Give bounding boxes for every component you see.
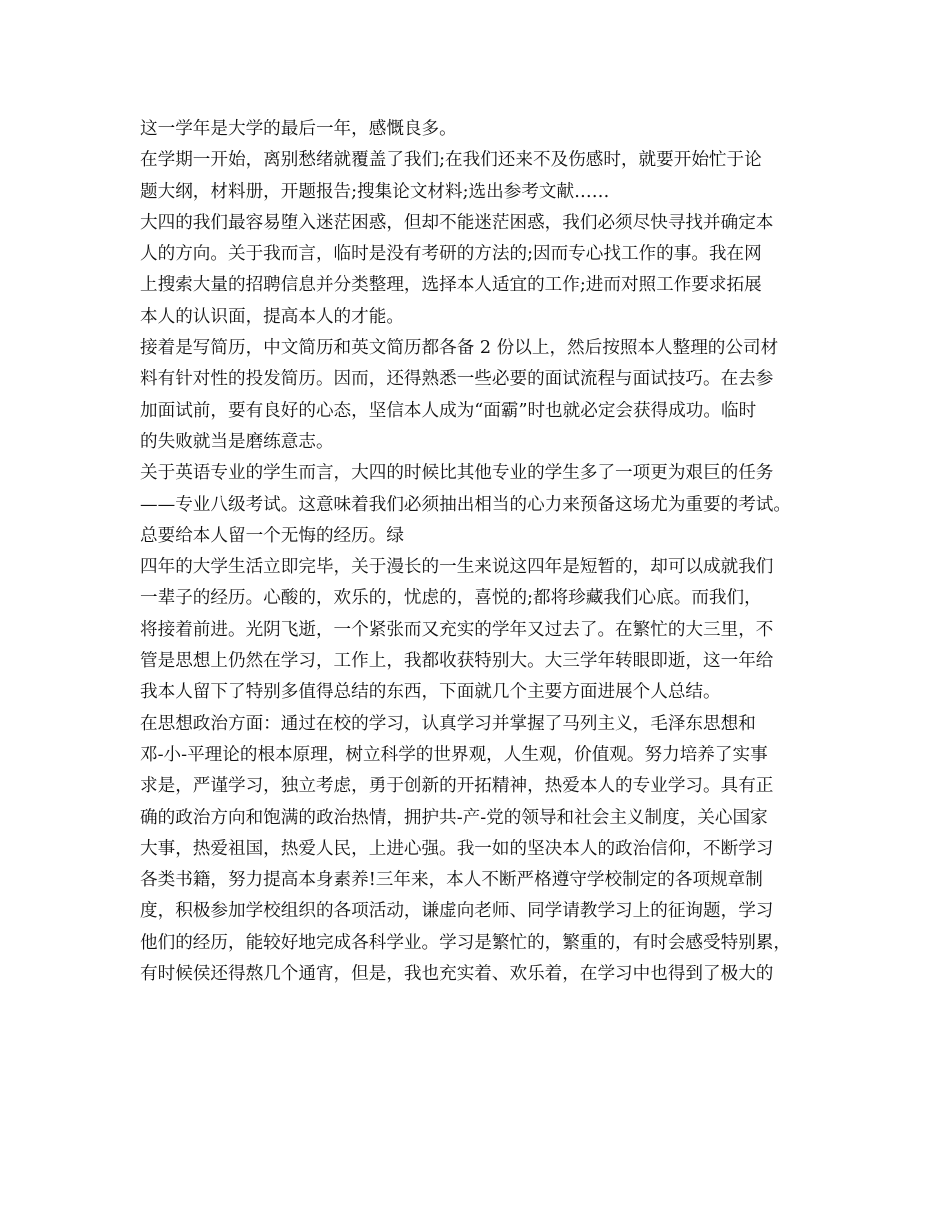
text-line: 邓-小-平理论的根本原理，树立科学的世界观，人生观，价值观。努力培养了实事 [140, 744, 768, 765]
text-line: 加面试前，要有良好的心态，坚信本人成为“面霸”时也就必定会获得成功。临时 [140, 400, 757, 421]
text-line: 各类书籍，努力提高本身素养!三年来，本人不断严格遵守学校制定的各项规章制 [140, 870, 763, 891]
text-line: 这一学年是大学的最后一年，感慨良多。 [140, 119, 457, 139]
text-line: 在思想政治方面：通过在校的学习，认真学习并掌握了马列主义，毛泽东思想和 [140, 713, 756, 734]
text-line: 接着是写简历，中文简历和英文简历都各备 2 份以上，然后按照本人整理的公司材 [140, 338, 779, 359]
text-line: 上搜索大量的招聘信息并分类整理，选择本人适宜的工作;进而对照工作要求拓展 [140, 275, 762, 296]
text-line: 有时候侯还得熬几个通宵，但是，我也充实着、欢乐着，在学习中也得到了极大的 [140, 964, 774, 985]
text-line: 确的政治方向和饱满的政治热情，拥护共-产-党的领导和社会主义制度，关心国家 [140, 807, 768, 828]
text-line: 一辈子的经历。心酸的，欢乐的，忧虑的，喜悦的;都将珍藏我们心底。而我们， [140, 588, 762, 609]
text-line: 总要给本人留一个无悔的经历。绿 [140, 525, 404, 546]
text-line: 本人的认识面，提高本人的才能。 [140, 306, 404, 327]
text-line: 大四的我们最容易堕入迷茫困惑，但却不能迷茫困惑，我们必须尽快寻找并确定本 [140, 212, 774, 233]
text-line: 将接着前进。光阴飞逝，一个紧张而又充实的学年又过去了。在繁忙的大三里，不 [140, 619, 774, 640]
text-line: 的失败就当是磨练意志。 [140, 431, 334, 452]
document-body [140, 114, 820, 990]
text-line: 四年的大学生活立即完毕，关于漫长的一生来说这四年是短暂的，却可以成就我们 [140, 557, 774, 578]
text-line: 度，积极参加学校组织的各项活动，谦虚向老师、同学请教学习上的征询题，学习 [140, 901, 774, 922]
text-line: ——专业八级考试。这意味着我们必须抽出相当的心力来预备这场尤为重要的考试。 [140, 494, 791, 515]
text-line: 关于英语专业的学生而言，大四的时候比其他专业的学生多了一项更为艰巨的任务 [140, 463, 774, 484]
text-line: 题大纲，材料册，开题报告;搜集论文材料;选出参考文献…… [140, 181, 610, 202]
text-line: 在学期一开始，离别愁绪就覆盖了我们;在我们还来不及伤感时，就要开始忙于论 [140, 150, 762, 171]
text-line: 大事，热爱祖国，热爱人民，上进心强。我一如的坚决本人的政治信仰，不断学习 [140, 838, 774, 859]
text-line: 求是，严谨学习，独立考虑，勇于创新的开拓精神，热爱本人的专业学习。具有正 [140, 776, 774, 797]
text-line: 我本人留下了特别多值得总结的东西，下面就几个主要方面进展个人总结。 [140, 682, 721, 703]
text-line: 管是思想上仍然在学习，工作上，我都收获特别大。大三学年转眼即逝，这一年给 [140, 651, 774, 672]
text-line: 料有针对性的投发简历。因而，还得熟悉一些必要的面试流程与面试技巧。在去参 [140, 369, 774, 390]
text-line: 他们的经历，能较好地完成各科学业。学习是繁忙的，繁重的，有时会感受特别累， [140, 932, 791, 953]
text-line: 人的方向。关于我而言，临时是没有考研的方法的;因而专心找工作的事。我在网 [140, 244, 762, 265]
